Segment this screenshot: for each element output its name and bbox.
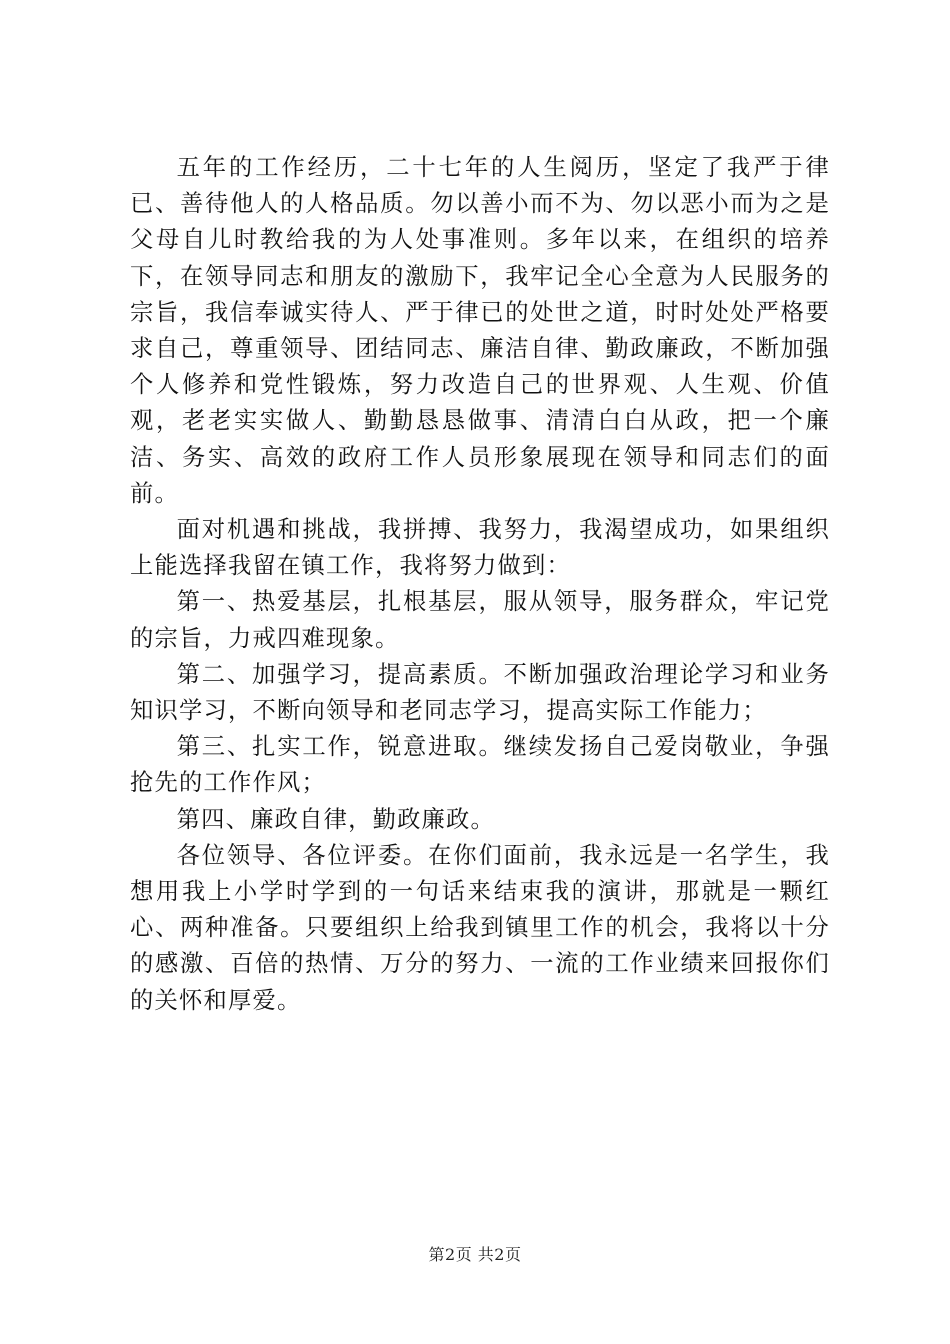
paragraph-point-four: 第四、廉政自律，勤政廉政。 <box>176 805 496 833</box>
paragraph-point-two: 第二、加强学习，提高素质。不断加强政治理论学习和业务知识学习，不断向领导和老同志学习，提高实际工作能力； <box>130 660 830 725</box>
paragraph-challenge: 面对机遇和挑战，我拼搏、我努力，我渴望成功，如果组织上能选择我留在镇工作，我将努力做到： <box>130 516 830 580</box>
paragraph-closing: 各位领导、各位评委。在你们面前，我永远是一名学生，我想用我上小学时学到的一句话来结束我的演讲，那就是一颗红心、两种准备。只要组织上给我到镇里工作的机会，我将以十分的感激、百倍的热情、万分的努力、一流的工作业绩来回报你们的关怀和厚爱。 <box>130 841 830 1014</box>
paragraph-experience: 五年的工作经历，二十七年的人生阅历，坚定了我严于律已、善待他人的人格品质。勿以善小而不为、勿以恶小而为之是父母自儿时教给我的为人处事准则。多年以来，在组织的培养下，在领导同志和朋友的激励下，我牢记全心全意为人民服务的宗旨，我信奉诚实待人、严于律已的处世之道，时时处处严格要求自己，尊重领导、团结同志、廉洁自律、勤政廉政，不断加强个人修养和党性锻炼，努力改造自己的世界观、人生观、价值观，老老实实做人、勤勤恳恳做事、清清白白从政，把一个廉洁、务实、高效的政府工作人员形象展现在领导和同志们的面前。 <box>130 154 830 507</box>
paragraph-point-three: 第三、扎实工作，锐意进取。继续发扬自己爱岗敬业，争强抢先的工作作风； <box>130 733 830 797</box>
document-body <box>130 150 830 1019</box>
paragraph-point-one: 第一、热爱基层，扎根基层，服从领导，服务群众，牢记党的宗旨，力戒四难现象。 <box>130 588 830 652</box>
page-number-footer: 第2页 共2页 <box>428 1245 522 1264</box>
